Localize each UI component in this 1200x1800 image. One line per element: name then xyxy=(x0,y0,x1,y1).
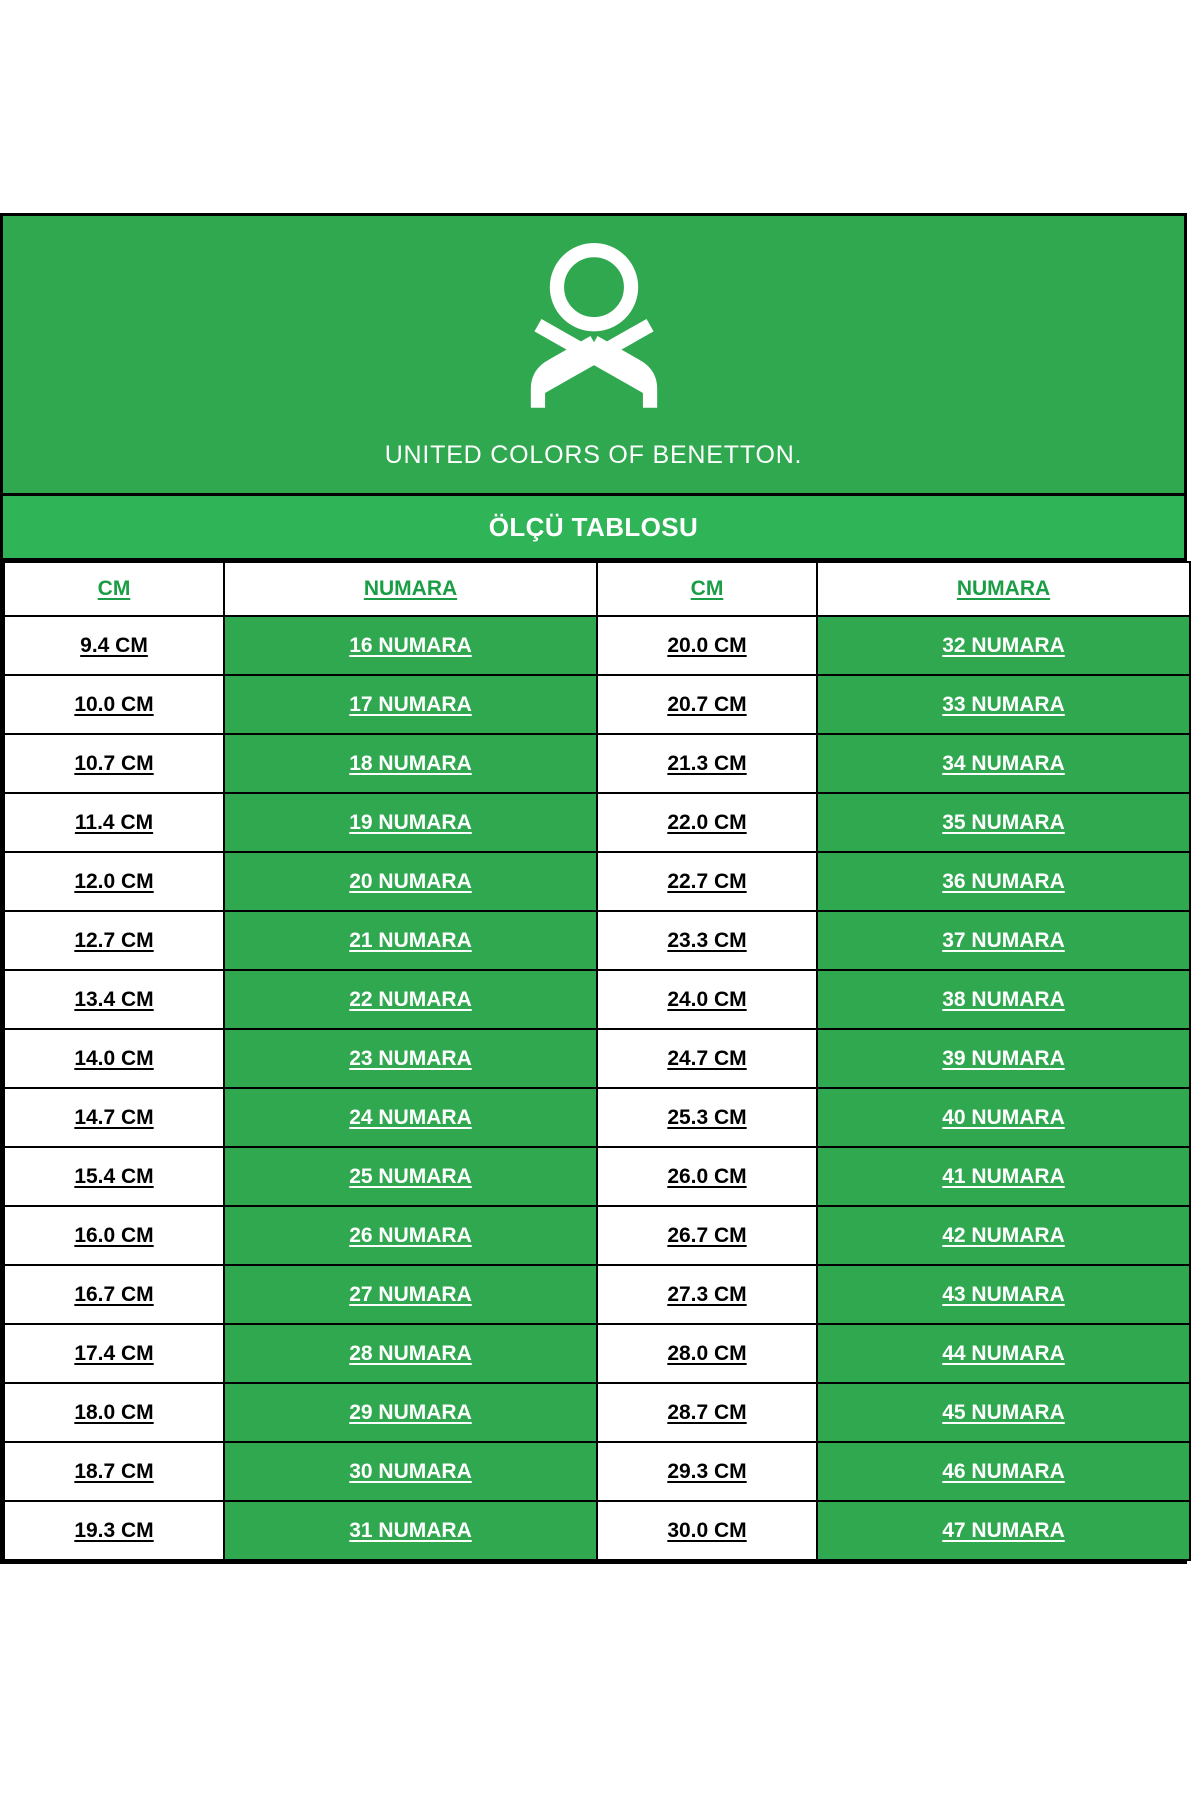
size-conversion-table xyxy=(3,561,1191,1561)
chart-title-bar xyxy=(3,496,1184,561)
column-header-cm-right: CM xyxy=(597,562,817,616)
table-row xyxy=(4,1265,1190,1324)
cell-cm-left: 16.7 CM xyxy=(4,1265,224,1324)
cell-cm-left: 10.7 CM xyxy=(4,734,224,793)
cell-cm-right: 25.3 CM xyxy=(597,1088,817,1147)
table-row xyxy=(4,1501,1190,1560)
table-row xyxy=(4,1029,1190,1088)
cell-numara-right: 40 NUMARA xyxy=(817,1088,1190,1147)
table-row xyxy=(4,852,1190,911)
cell-cm-left: 15.4 CM xyxy=(4,1147,224,1206)
table-row xyxy=(4,616,1190,675)
table-row xyxy=(4,1147,1190,1206)
cell-numara-left: 23 NUMARA xyxy=(224,1029,597,1088)
cell-numara-right: 32 NUMARA xyxy=(817,616,1190,675)
cell-cm-right: 28.7 CM xyxy=(597,1383,817,1442)
table-row xyxy=(4,1206,1190,1265)
cell-numara-left: 30 NUMARA xyxy=(224,1442,597,1501)
cell-cm-left: 10.0 CM xyxy=(4,675,224,734)
column-header-numara-left: NUMARA xyxy=(224,562,597,616)
table-header-row xyxy=(4,562,1190,616)
table-row xyxy=(4,911,1190,970)
cell-numara-left: 16 NUMARA xyxy=(224,616,597,675)
cell-cm-right: 22.0 CM xyxy=(597,793,817,852)
cell-cm-left: 12.0 CM xyxy=(4,852,224,911)
cell-cm-left: 12.7 CM xyxy=(4,911,224,970)
table-body xyxy=(4,616,1190,1560)
table-row xyxy=(4,793,1190,852)
cell-numara-right: 47 NUMARA xyxy=(817,1501,1190,1560)
cell-cm-right: 24.7 CM xyxy=(597,1029,817,1088)
cell-numara-right: 45 NUMARA xyxy=(817,1383,1190,1442)
cell-numara-right: 37 NUMARA xyxy=(817,911,1190,970)
cell-cm-left: 11.4 CM xyxy=(4,793,224,852)
cell-numara-left: 29 NUMARA xyxy=(224,1383,597,1442)
cell-numara-left: 26 NUMARA xyxy=(224,1206,597,1265)
size-chart-card xyxy=(0,213,1187,1564)
page-title: ÖLÇÜ TABLOSU xyxy=(488,511,699,542)
cell-cm-right: 26.0 CM xyxy=(597,1147,817,1206)
cell-cm-right: 27.3 CM xyxy=(597,1265,817,1324)
cell-numara-right: 43 NUMARA xyxy=(817,1265,1190,1324)
table-row xyxy=(4,734,1190,793)
cell-numara-right: 39 NUMARA xyxy=(817,1029,1190,1088)
table-row xyxy=(4,970,1190,1029)
table-row xyxy=(4,675,1190,734)
cell-cm-right: 20.7 CM xyxy=(597,675,817,734)
cell-cm-left: 17.4 CM xyxy=(4,1324,224,1383)
cell-numara-left: 19 NUMARA xyxy=(224,793,597,852)
cell-cm-right: 22.7 CM xyxy=(597,852,817,911)
benetton-knot-logo-icon xyxy=(499,240,689,435)
cell-cm-right: 24.0 CM xyxy=(597,970,817,1029)
cell-numara-left: 22 NUMARA xyxy=(224,970,597,1029)
cell-numara-left: 25 NUMARA xyxy=(224,1147,597,1206)
cell-cm-left: 18.0 CM xyxy=(4,1383,224,1442)
cell-cm-left: 13.4 CM xyxy=(4,970,224,1029)
cell-cm-right: 29.3 CM xyxy=(597,1442,817,1501)
cell-numara-left: 27 NUMARA xyxy=(224,1265,597,1324)
cell-cm-right: 21.3 CM xyxy=(597,734,817,793)
cell-cm-left: 14.7 CM xyxy=(4,1088,224,1147)
cell-numara-right: 44 NUMARA xyxy=(817,1324,1190,1383)
cell-numara-right: 34 NUMARA xyxy=(817,734,1190,793)
cell-numara-left: 24 NUMARA xyxy=(224,1088,597,1147)
column-header-cm-left: CM xyxy=(4,562,224,616)
cell-numara-left: 17 NUMARA xyxy=(224,675,597,734)
brand-header xyxy=(3,216,1184,496)
cell-cm-left: 9.4 CM xyxy=(4,616,224,675)
cell-numara-left: 20 NUMARA xyxy=(224,852,597,911)
cell-cm-right: 26.7 CM xyxy=(597,1206,817,1265)
table-row xyxy=(4,1324,1190,1383)
cell-cm-left: 14.0 CM xyxy=(4,1029,224,1088)
cell-numara-right: 42 NUMARA xyxy=(817,1206,1190,1265)
table-row xyxy=(4,1442,1190,1501)
cell-numara-left: 28 NUMARA xyxy=(224,1324,597,1383)
cell-numara-right: 41 NUMARA xyxy=(817,1147,1190,1206)
cell-numara-left: 18 NUMARA xyxy=(224,734,597,793)
cell-numara-right: 46 NUMARA xyxy=(817,1442,1190,1501)
cell-cm-right: 23.3 CM xyxy=(597,911,817,970)
cell-cm-right: 30.0 CM xyxy=(597,1501,817,1560)
cell-cm-right: 28.0 CM xyxy=(597,1324,817,1383)
cell-numara-right: 35 NUMARA xyxy=(817,793,1190,852)
brand-name: UNITED COLORS OF BENETTON. xyxy=(384,440,803,469)
cell-cm-right: 20.0 CM xyxy=(597,616,817,675)
cell-cm-left: 19.3 CM xyxy=(4,1501,224,1560)
cell-numara-right: 33 NUMARA xyxy=(817,675,1190,734)
cell-numara-left: 31 NUMARA xyxy=(224,1501,597,1560)
column-header-numara-right: NUMARA xyxy=(817,562,1190,616)
cell-cm-left: 16.0 CM xyxy=(4,1206,224,1265)
cell-cm-left: 18.7 CM xyxy=(4,1442,224,1501)
cell-numara-right: 36 NUMARA xyxy=(817,852,1190,911)
table-row xyxy=(4,1088,1190,1147)
table-row xyxy=(4,1383,1190,1442)
cell-numara-left: 21 NUMARA xyxy=(224,911,597,970)
cell-numara-right: 38 NUMARA xyxy=(817,970,1190,1029)
